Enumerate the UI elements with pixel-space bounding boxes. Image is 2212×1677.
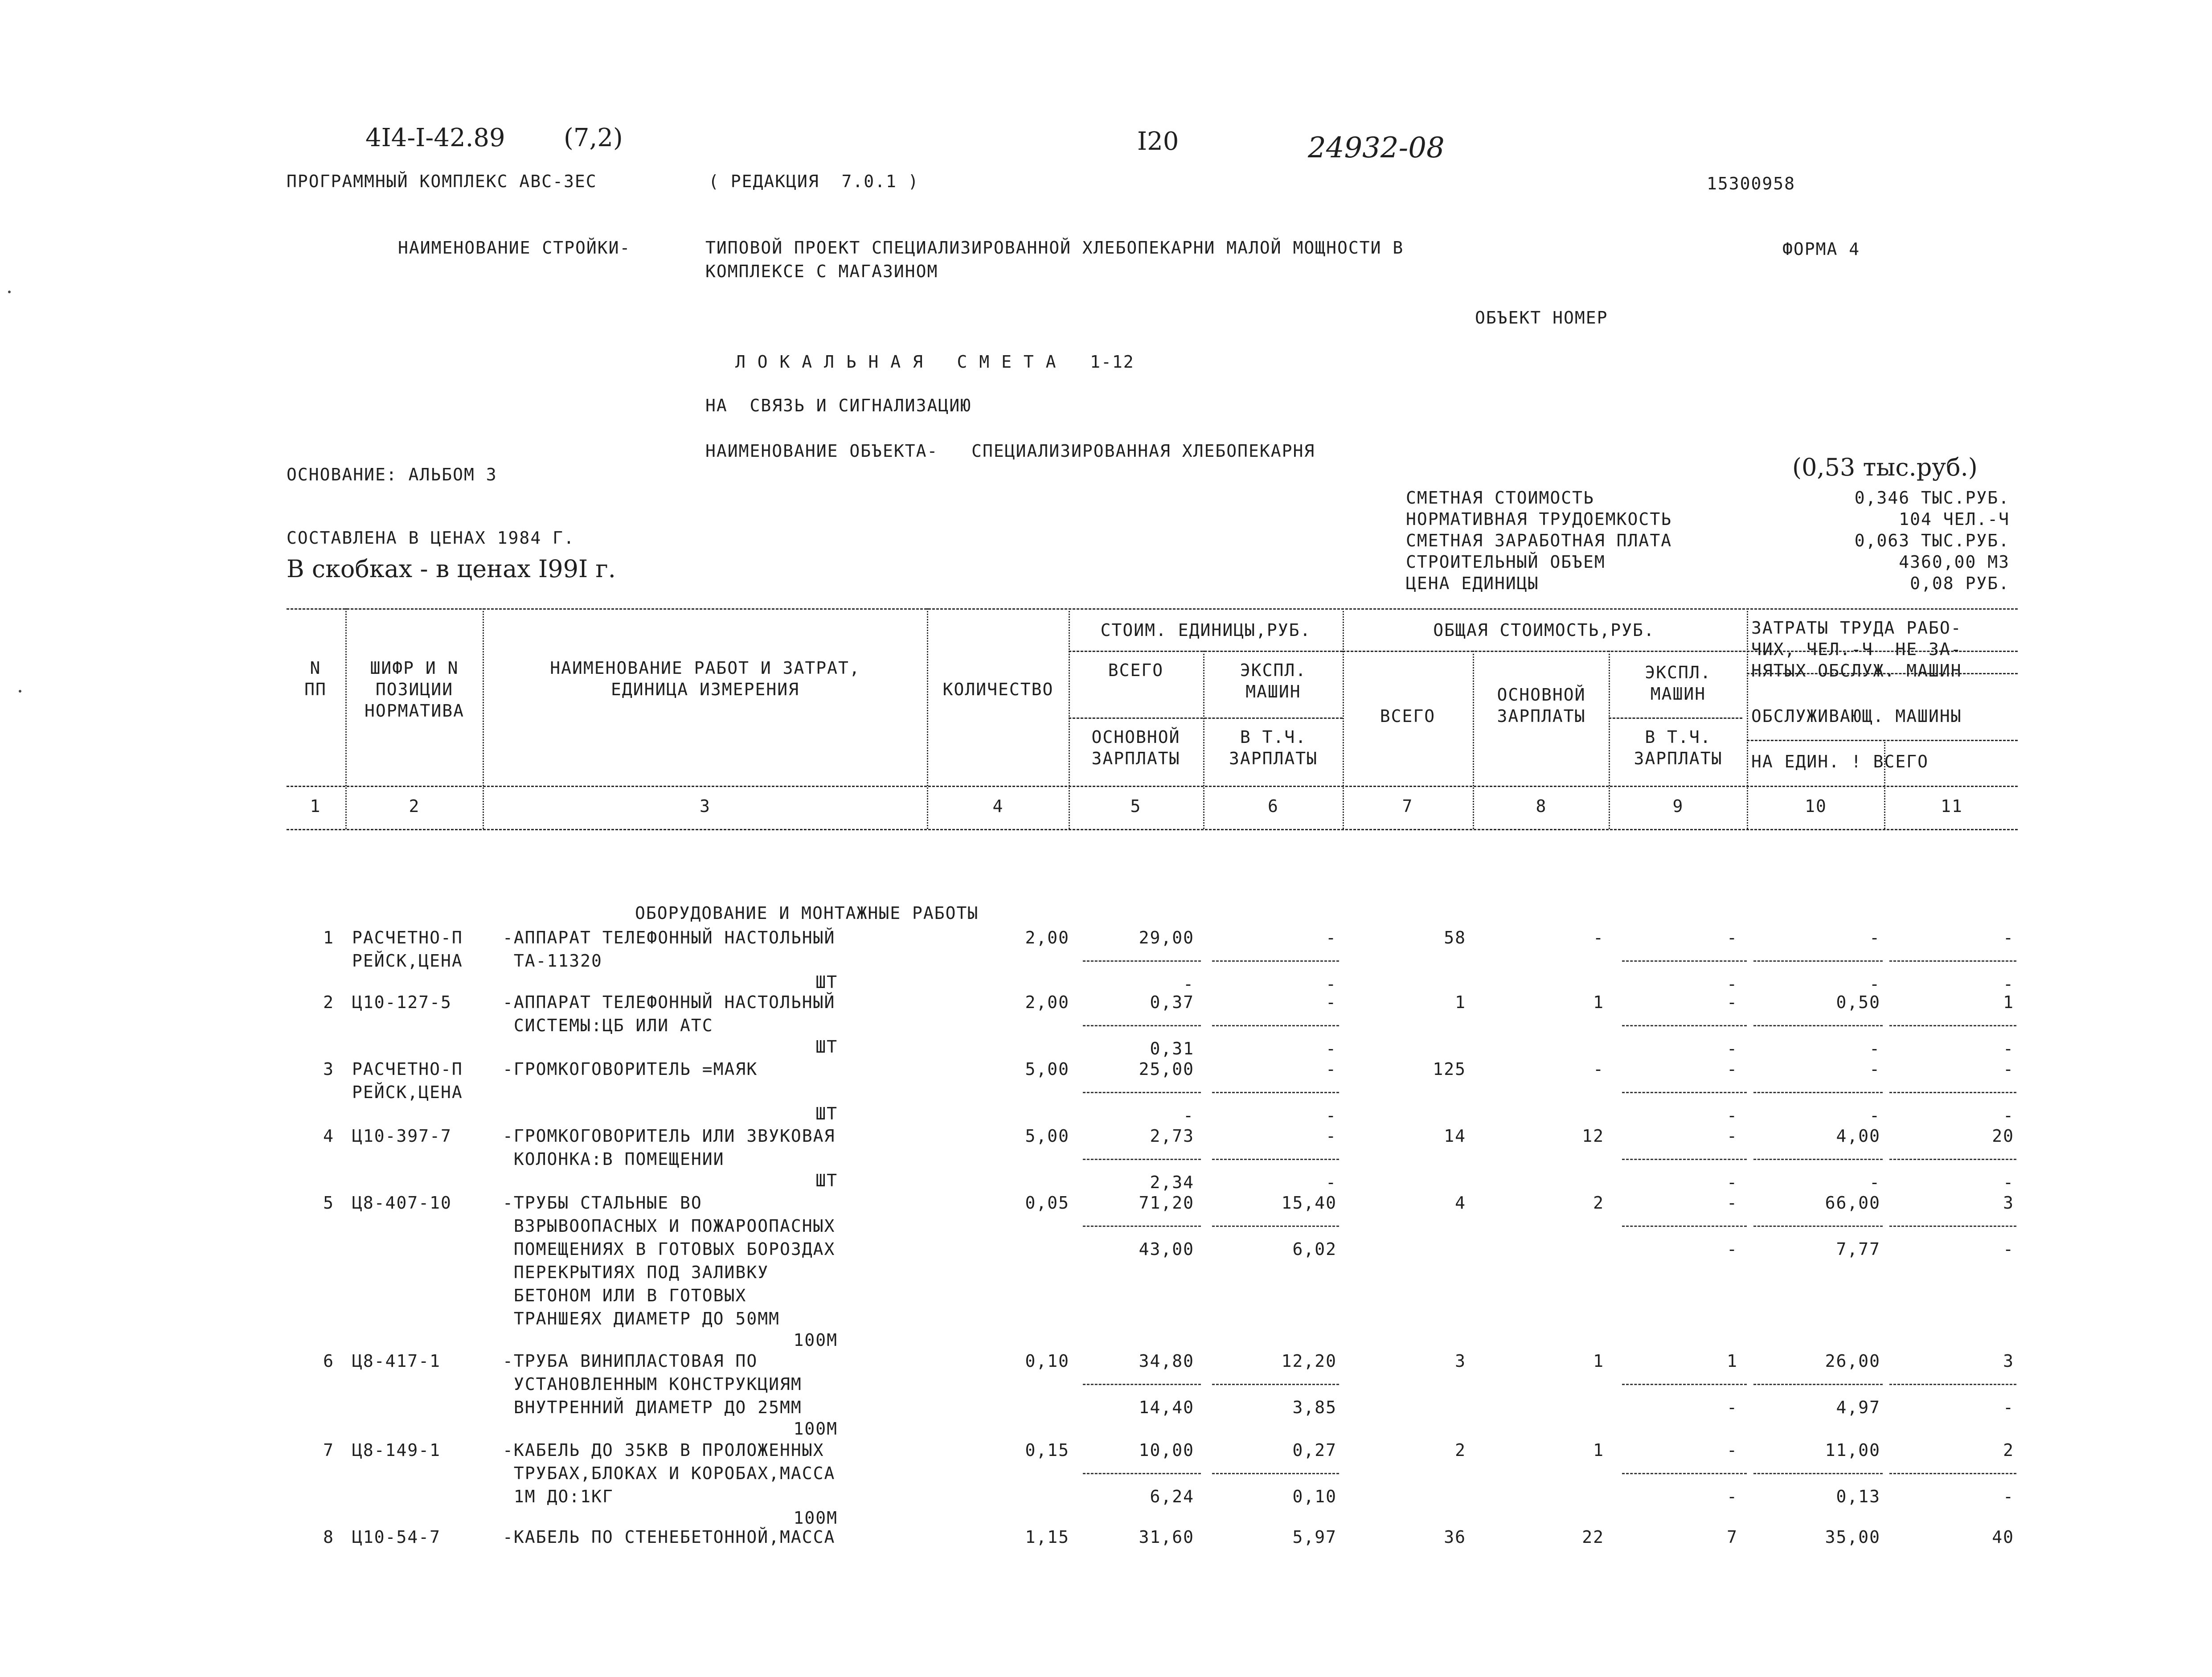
column-number: 2 (409, 796, 420, 816)
column-number: 10 (1805, 796, 1827, 816)
construction-name-line2: КОМПЛЕКСЕ С МАГАЗИНОМ (705, 262, 938, 281)
row-code: РАСЧЕТНО-П (352, 928, 463, 947)
row-code: РЕЙСК,ЦЕНА (352, 951, 463, 971)
cell-rule (1212, 960, 1339, 962)
row-number: 5 (323, 1193, 334, 1213)
total-wages-label: ОСНОВНОЙ (1497, 685, 1586, 705)
scan-speck (19, 690, 21, 693)
unit-total-label: ВСЕГО (1108, 660, 1164, 680)
column-rule (345, 608, 347, 829)
labor-label: ЗАТРАТЫ ТРУДА РАБО- (1751, 618, 1962, 638)
row-total: 36 (1444, 1527, 1466, 1547)
row-labor-total-service: - (2003, 974, 2014, 994)
row-code: Ц10-54-7 (352, 1527, 441, 1547)
handwritten-code: 24932-08 (1308, 131, 1445, 164)
cell-rule (1083, 1025, 1201, 1026)
cell-rule (1889, 1092, 2016, 1093)
col-code-label: ПОЗИЦИИ (375, 680, 454, 699)
cell-rule (1083, 1159, 1201, 1160)
unit-wages-label: ЗАРПЛАТЫ (1091, 749, 1180, 768)
labor-label: НЯТЫХ ОБСЛУЖ. МАШИН (1751, 661, 1962, 681)
row-total-wages: 12 (1582, 1126, 1604, 1146)
row-name: ТРУБАХ,БЛОКАХ И КОРОБАХ,МАССА (503, 1464, 836, 1483)
row-labor-unit-service: 7,77 (1836, 1239, 1880, 1259)
row-labor-unit-service: 4,97 (1836, 1398, 1880, 1417)
row-labor-total-service: - (2003, 1039, 2014, 1058)
cell-rule (1212, 1025, 1339, 1026)
construction-label: НАИМЕНОВАНИЕ СТРОЙКИ- (398, 238, 631, 258)
total-incl-label: В Т.Ч. (1645, 727, 1712, 747)
column-rule (1069, 608, 1070, 829)
column-number: 3 (700, 796, 711, 816)
total-cost-label: ОБЩАЯ СТОИМОСТЬ,РУБ. (1433, 620, 1655, 640)
row-unit-machine: - (1326, 992, 1337, 1012)
row-labor-unit: 0,50 (1836, 992, 1880, 1012)
program-name: ПРОГРАММНЫЙ КОМПЛЕКС АВС-3ЕС (287, 172, 597, 191)
cell-rule (1083, 1384, 1201, 1385)
bracket-cost: (0,53 тыс.руб.) (1792, 453, 1978, 481)
row-unit: ШТ (815, 972, 838, 992)
row-total-machine-wages: - (1727, 1398, 1738, 1417)
row-quantity: 1,15 (1025, 1527, 1069, 1547)
cell-rule (1212, 1092, 1339, 1093)
unit-machine-label: МАШИН (1245, 682, 1301, 701)
row-unit-machine-wages: - (1326, 1173, 1337, 1192)
row-name: -ГРОМКОГОВОРИТЕЛЬ ИЛИ ЗВУКОВАЯ (503, 1126, 836, 1146)
total-incl-label: ЗАРПЛАТЫ (1634, 749, 1723, 768)
cell-rule (1212, 1384, 1339, 1385)
sub-rule (1609, 718, 1742, 719)
cell-rule (1622, 1226, 1747, 1227)
unit-cost-label: СТОИМ. ЕДИНИЦЫ,РУБ. (1100, 620, 1311, 640)
row-name: 1М ДО:1КГ (503, 1487, 614, 1506)
column-number: 1 (310, 796, 321, 816)
cell-rule (1753, 960, 1883, 962)
row-labor-total-service: - (2003, 1239, 2014, 1259)
column-number: 7 (1402, 796, 1413, 816)
document-code: 4I4-I-42.89 (365, 123, 505, 152)
row-number: 3 (323, 1059, 334, 1079)
column-rule (1473, 651, 1474, 829)
row-labor-unit-service: - (1869, 1039, 1880, 1058)
row-name: КОЛОНКА:В ПОМЕЩЕНИИ (503, 1149, 725, 1169)
row-name: -АППАРАТ ТЕЛЕФОННЫЙ НАСТОЛЬНЫЙ (503, 928, 836, 947)
row-labor-total: 40 (1992, 1527, 2014, 1547)
unit-machine-label: ЭКСПЛ. (1240, 660, 1307, 680)
row-unit-total: 25,00 (1139, 1059, 1194, 1079)
cell-rule (1622, 1159, 1747, 1160)
row-unit-wages: 0,31 (1150, 1039, 1194, 1058)
row-name: ПЕРЕКРЫТИЯХ ПОД ЗАЛИВКУ (503, 1263, 769, 1282)
basis: ОСНОВАНИЕ: АЛЬБОМ 3 (287, 465, 497, 484)
row-code: Ц8-149-1 (352, 1440, 441, 1460)
row-unit-total: 0,37 (1150, 992, 1194, 1012)
column-number: 9 (1672, 796, 1684, 816)
row-labor-unit-service: - (1869, 1173, 1880, 1192)
total-machine-label: ЭКСПЛ. (1645, 663, 1712, 682)
row-name: -КАБЕЛЬ ПО СТЕНЕБЕТОННОЙ,МАССА (503, 1527, 836, 1547)
row-unit-machine: 12,20 (1281, 1351, 1337, 1371)
row-labor-unit: 4,00 (1836, 1126, 1880, 1146)
prices-1984: СОСТАВЛЕНА В ЦЕНАХ 1984 Г. (287, 528, 575, 548)
col-name-label: НАИМЕНОВАНИЕ РАБОТ И ЗАТРАТ, (550, 658, 860, 678)
column-rule (483, 608, 484, 829)
sub-rule (1069, 651, 1343, 652)
row-labor-unit: 66,00 (1825, 1193, 1880, 1213)
row-quantity: 0,15 (1025, 1440, 1069, 1460)
row-labor-unit-service: - (1869, 1106, 1880, 1125)
row-total-machine-wages: - (1727, 1039, 1738, 1058)
row-number: 6 (323, 1351, 334, 1371)
cell-rule (1889, 1226, 2016, 1227)
row-unit: ШТ (815, 1171, 838, 1190)
row-total: 58 (1444, 928, 1466, 947)
row-name: ВЗРЫВООПАСНЫХ И ПОЖАРООПАСНЫХ (503, 1216, 836, 1236)
row-labor-total: 3 (2003, 1351, 2014, 1371)
row-unit-wages: - (1183, 974, 1194, 994)
row-unit: 100М (793, 1419, 838, 1439)
col-code-label: ШИФР И N (370, 658, 459, 678)
scan-speck (8, 291, 11, 293)
table-top-rule (287, 608, 2018, 610)
cell-rule (1083, 1473, 1201, 1474)
row-name: -ТРУБА ВИНИПЛАСТОВАЯ ПО (503, 1351, 758, 1371)
row-total-machine: 1 (1727, 1351, 1738, 1371)
page-number: I20 (1137, 127, 1179, 156)
row-unit-wages: - (1183, 1106, 1194, 1125)
column-rule (1203, 651, 1204, 829)
column-number: 11 (1941, 796, 1963, 816)
row-total-machine-wages: - (1727, 1487, 1738, 1506)
row-unit-wages: 14,40 (1139, 1398, 1194, 1417)
row-unit-total: 29,00 (1139, 928, 1194, 947)
row-unit: ШТ (815, 1037, 838, 1057)
row-unit-machine-wages: - (1326, 1039, 1337, 1058)
row-unit-machine-wages: 3,85 (1292, 1398, 1337, 1417)
row-quantity: 2,00 (1025, 992, 1069, 1012)
numbers-rule (287, 829, 2018, 830)
prices-1991: В скобках - в ценах I99I г. (287, 555, 616, 583)
cell-rule (1622, 1092, 1747, 1093)
cell-rule (1889, 1384, 2016, 1385)
row-total-machine: - (1727, 1193, 1738, 1213)
row-unit-machine-wages: 6,02 (1292, 1239, 1337, 1259)
row-name: -ГРОМКОГОВОРИТЕЛЬ =МАЯК (503, 1059, 758, 1079)
unit-incl-label: В Т.Ч. (1240, 727, 1307, 747)
row-labor-total-service: - (2003, 1106, 2014, 1125)
row-total: 2 (1455, 1440, 1466, 1460)
row-unit-machine: 15,40 (1281, 1193, 1337, 1213)
cell-rule (1622, 1473, 1747, 1474)
row-total: 1 (1455, 992, 1466, 1012)
row-total-machine-wages: - (1727, 1239, 1738, 1259)
column-number: 6 (1268, 796, 1279, 816)
cell-rule (1753, 1025, 1883, 1026)
row-total: 4 (1455, 1193, 1466, 1213)
cell-rule (1889, 1473, 2016, 1474)
row-total-machine-wages: - (1727, 1173, 1738, 1192)
row-labor-total-service: - (2003, 1173, 2014, 1192)
row-total-machine: - (1727, 1126, 1738, 1146)
labor-label: ЧИХ, ЧЕЛ.-Ч НЕ ЗА- (1751, 640, 1962, 659)
row-name: ТРАНШЕЯХ ДИАМЕТР ДО 50ММ (503, 1309, 780, 1328)
row-quantity: 5,00 (1025, 1126, 1069, 1146)
row-quantity: 2,00 (1025, 928, 1069, 947)
labor-service-label: ОБСЛУЖИВАЮЩ. МАШИНЫ (1751, 706, 1962, 726)
cell-rule (1083, 1226, 1201, 1227)
row-total-wages: 1 (1593, 1351, 1604, 1371)
cell-rule (1889, 1025, 2016, 1026)
row-unit-machine-wages: - (1326, 1106, 1337, 1125)
row-labor-unit-service: - (1869, 974, 1880, 994)
row-unit-machine-wages: - (1326, 974, 1337, 994)
row-total-wages: - (1593, 1059, 1604, 1079)
estimate-title: Л О К А Л Ь Н А Я С М Е Т А 1-12 (735, 352, 1135, 372)
estimate-subject: НА СВЯЗЬ И СИГНАЛИЗАЦИЮ (705, 396, 972, 415)
row-unit-wages: 6,24 (1150, 1487, 1194, 1506)
row-total-machine: - (1727, 992, 1738, 1012)
unit-wages-label: ОСНОВНОЙ (1091, 727, 1180, 747)
row-total-wages: 1 (1593, 1440, 1604, 1460)
row-total-wages: 2 (1593, 1193, 1604, 1213)
row-total-wages: 22 (1582, 1527, 1604, 1547)
col-quantity-label: КОЛИЧЕСТВО (942, 680, 1054, 699)
row-number: 8 (323, 1527, 334, 1547)
row-name: -КАБЕЛЬ ДО 35КВ В ПРОЛОЖЕННЫХ (503, 1440, 824, 1460)
row-labor-unit: 35,00 (1825, 1527, 1880, 1547)
row-total-wages: 1 (1593, 992, 1604, 1012)
row-labor-total: 1 (2003, 992, 2014, 1012)
cell-rule (1753, 1226, 1883, 1227)
row-name: ПОМЕЩЕНИЯХ В ГОТОВЫХ БОРОЗДАХ (503, 1239, 836, 1259)
row-name: ТА-11320 (503, 951, 602, 971)
cell-rule (1889, 960, 2016, 962)
row-total-machine: - (1727, 1059, 1738, 1079)
total-all-label: ВСЕГО (1380, 706, 1436, 726)
summary-label: СМЕТНАЯ ЗАРАБОТНАЯ ПЛАТА (1406, 531, 1672, 550)
row-unit-machine: - (1326, 1126, 1337, 1146)
row-labor-total: 2 (2003, 1440, 2014, 1460)
row-name: УСТАНОВЛЕННЫМ КОНСТРУКЦИЯМ (503, 1374, 802, 1394)
row-unit: 100М (793, 1508, 838, 1528)
row-total-machine-wages: - (1727, 1106, 1738, 1125)
cell-rule (1753, 1473, 1883, 1474)
cell-rule (1889, 1159, 2016, 1160)
summary-value: 0,063 ТЫС.РУБ. (1854, 531, 2010, 550)
object-number: ОБЪЕКТ НОМЕР (1475, 308, 1608, 328)
column-rule (1609, 651, 1610, 829)
cell-rule (1083, 960, 1201, 962)
summary-label: СМЕТНАЯ СТОИМОСТЬ (1406, 488, 1594, 508)
row-unit-total: 71,20 (1139, 1193, 1194, 1213)
row-unit-machine: 5,97 (1292, 1527, 1337, 1547)
form-number: ФОРМА 4 (1782, 239, 1860, 259)
row-unit-wages: 2,34 (1150, 1173, 1194, 1192)
cell-rule (1753, 1092, 1883, 1093)
cell-rule (1083, 1092, 1201, 1093)
summary-value: 4360,00 М3 (1899, 552, 2010, 572)
row-number: 4 (323, 1126, 334, 1146)
sub-rule (1069, 718, 1343, 719)
row-name: ВНУТРЕННИЙ ДИАМЕТР ДО 25ММ (503, 1398, 802, 1417)
row-labor-total: 20 (1992, 1126, 2014, 1146)
summary-value: 0,346 ТЫС.РУБ. (1854, 488, 2010, 508)
row-name: БЕТОНОМ ИЛИ В ГОТОВЫХ (503, 1286, 747, 1305)
col-number-label: ПП (304, 680, 327, 699)
row-unit-total: 34,80 (1139, 1351, 1194, 1371)
col-number-label: N (310, 658, 321, 678)
cell-rule (1753, 1159, 1883, 1160)
row-unit: 100М (793, 1330, 838, 1350)
cell-rule (1212, 1473, 1339, 1474)
row-total-machine: - (1727, 1440, 1738, 1460)
cell-rule (1622, 1384, 1747, 1385)
col-code-label: НОРМАТИВА (365, 701, 464, 721)
section-title: ОБОРУДОВАНИЕ И МОНТАЖНЫЕ РАБОТЫ (635, 903, 979, 923)
cell-rule (1212, 1159, 1339, 1160)
row-code: Ц8-417-1 (352, 1351, 441, 1371)
row-code: Ц10-397-7 (352, 1126, 452, 1146)
row-labor-total-service: - (2003, 1487, 2014, 1506)
summary-value: 104 ЧЕЛ.-Ч (1899, 509, 2010, 529)
summary-value: 0,08 РУБ. (1910, 574, 2010, 593)
row-number: 2 (323, 992, 334, 1012)
row-labor-unit: - (1869, 928, 1880, 947)
row-code: РАСЧЕТНО-П (352, 1059, 463, 1079)
cell-rule (1212, 1226, 1339, 1227)
row-number: 1 (323, 928, 334, 947)
cell-rule (1622, 960, 1747, 962)
summary-label: СТРОИТЕЛЬНЫЙ ОБЪЕМ (1406, 552, 1606, 572)
row-code: РЕЙСК,ЦЕНА (352, 1082, 463, 1102)
summary-label: ЦЕНА ЕДИНИЦЫ (1406, 574, 1539, 593)
registry-number: 15300958 (1707, 174, 1796, 193)
unit-incl-label: ЗАРПЛАТЫ (1229, 749, 1318, 768)
row-total-wages: - (1593, 928, 1604, 947)
row-total: 3 (1455, 1351, 1466, 1371)
row-code: Ц10-127-5 (352, 992, 452, 1012)
row-unit-machine: - (1326, 928, 1337, 947)
row-labor-unit: 26,00 (1825, 1351, 1880, 1371)
row-quantity: 0,10 (1025, 1351, 1069, 1371)
row-labor-total: - (2003, 1059, 2014, 1079)
row-total: 14 (1444, 1126, 1466, 1146)
column-number: 8 (1536, 796, 1547, 816)
column-number: 4 (992, 796, 1004, 816)
row-unit: ШТ (815, 1104, 838, 1123)
summary-label: НОРМАТИВНАЯ ТРУДОЕМКОСТЬ (1406, 509, 1672, 529)
row-name: СИСТЕМЫ:ЦБ ИЛИ АТС (503, 1016, 713, 1035)
total-machine-label: МАШИН (1650, 684, 1706, 704)
row-total-machine-wages: - (1727, 974, 1738, 994)
total-wages-label: ЗАРПЛАТЫ (1497, 706, 1586, 726)
construction-name-line1: ТИПОВОЙ ПРОЕКТ СПЕЦИАЛИЗИРОВАННОЙ ХЛЕБОПЕКАРНИ МАЛОЙ МОЩНОСТИ В (705, 238, 1404, 258)
column-rule (1747, 608, 1748, 829)
column-rule (927, 608, 928, 829)
row-quantity: 5,00 (1025, 1059, 1069, 1079)
row-labor-total: 3 (2003, 1193, 2014, 1213)
document-volume: (7,2) (564, 123, 623, 152)
row-unit-wages: 43,00 (1139, 1239, 1194, 1259)
row-unit-total: 2,73 (1150, 1126, 1194, 1146)
header-rule (287, 786, 2018, 787)
row-labor-unit: 11,00 (1825, 1440, 1880, 1460)
object-name: НАИМЕНОВАНИЕ ОБЪЕКТА- СПЕЦИАЛИЗИРОВАННАЯ ХЛЕБОПЕКАРНЯ (705, 441, 1315, 461)
row-unit-machine-wages: 0,10 (1292, 1487, 1337, 1506)
cell-rule (1622, 1025, 1747, 1026)
row-total: 125 (1433, 1059, 1466, 1079)
row-number: 7 (323, 1440, 334, 1460)
column-number: 5 (1130, 796, 1142, 816)
row-quantity: 0,05 (1025, 1193, 1069, 1213)
row-total-machine: 7 (1727, 1527, 1738, 1547)
program-edition: ( РЕДАКЦИЯ 7.0.1 ) (709, 172, 919, 191)
labor-columns-label: НА ЕДИН. ! ВСЕГО (1751, 752, 1929, 771)
row-name: -АППАРАТ ТЕЛЕФОННЫЙ НАСТОЛЬНЫЙ (503, 992, 836, 1012)
sub-rule (1747, 740, 2018, 741)
row-labor-total-service: - (2003, 1398, 2014, 1417)
row-name: -ТРУБЫ СТАЛЬНЫЕ ВО (503, 1193, 702, 1213)
row-labor-unit-service: 0,13 (1836, 1487, 1880, 1506)
col-name-label: ЕДИНИЦА ИЗМЕРЕНИЯ (611, 680, 799, 699)
row-labor-total: - (2003, 928, 2014, 947)
row-unit-machine: 0,27 (1292, 1440, 1337, 1460)
row-total-machine: - (1727, 928, 1738, 947)
row-unit-total: 10,00 (1139, 1440, 1194, 1460)
row-unit-machine: - (1326, 1059, 1337, 1079)
row-unit-total: 31,60 (1139, 1527, 1194, 1547)
cell-rule (1753, 1384, 1883, 1385)
row-code: Ц8-407-10 (352, 1193, 452, 1213)
row-labor-unit: - (1869, 1059, 1880, 1079)
